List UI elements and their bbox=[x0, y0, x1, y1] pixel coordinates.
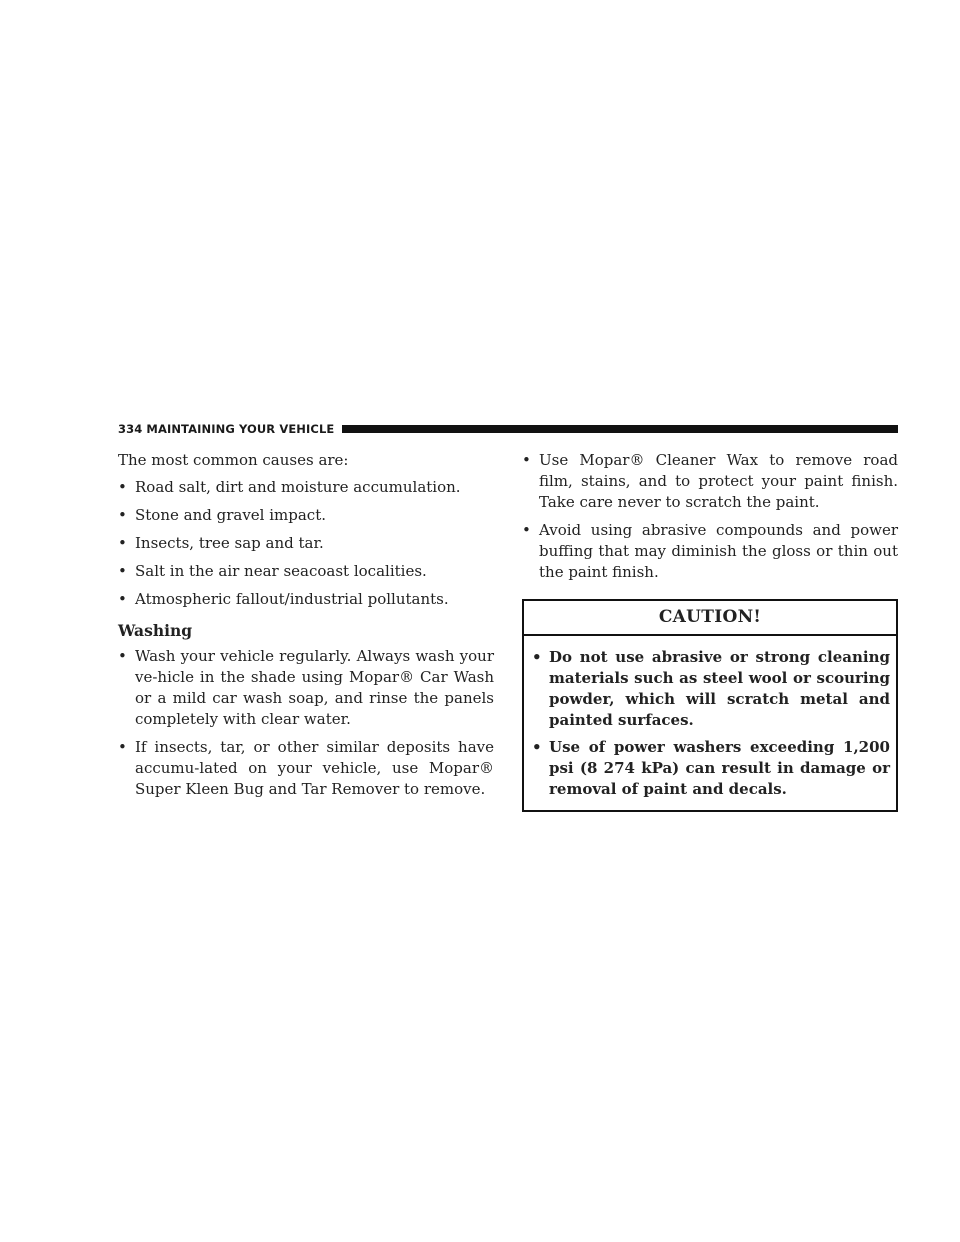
list-item-text: Do not use abrasive or strong cleaning materials such as steel wool or scouring powder, which will scratch metal and painted surfaces. bbox=[549, 648, 890, 729]
washing-list bbox=[118, 646, 494, 800]
bullet-icon: • bbox=[118, 738, 127, 756]
caution-title: CAUTION! bbox=[524, 601, 896, 636]
list-item bbox=[118, 505, 494, 526]
list-item-text: If insects, tar, or other similar deposits have accumu-lated on your vehicle, use Mopar® Super Kleen Bug and Tar Remover to remove. bbox=[135, 738, 494, 798]
right-column bbox=[522, 450, 898, 812]
bullet-icon: • bbox=[118, 562, 127, 580]
caution-list bbox=[532, 647, 890, 800]
page-header bbox=[118, 421, 898, 437]
bullet-icon: • bbox=[522, 451, 531, 469]
list-item-text: Road salt, dirt and moisture accumulation. bbox=[135, 478, 461, 496]
list-item bbox=[532, 647, 890, 731]
caution-body bbox=[524, 636, 896, 810]
list-item bbox=[118, 589, 494, 610]
bullet-icon: • bbox=[118, 647, 127, 665]
list-item bbox=[118, 737, 494, 800]
causes-intro: The most common causes are: bbox=[118, 451, 349, 469]
list-item bbox=[118, 533, 494, 554]
list-item-text: Wash your vehicle regularly. Always wash your ve-hicle in the shade using Mopar® Car Wash or a mild car wash soap, and rinse the panels completely with clear water. bbox=[135, 647, 494, 728]
care-list bbox=[522, 450, 898, 583]
list-item-text: Atmospheric fallout/industrial pollutants. bbox=[135, 590, 449, 608]
list-item-text: Use Mopar® Cleaner Wax to remove road film, stains, and to protect your paint finish. Take care never to scratch the paint. bbox=[539, 451, 898, 511]
page-number-title: 334 MAINTAINING YOUR VEHICLE bbox=[118, 422, 335, 436]
causes-list bbox=[118, 477, 494, 610]
bullet-icon: • bbox=[532, 738, 542, 756]
list-item-text: Stone and gravel impact. bbox=[135, 506, 327, 524]
list-item bbox=[118, 646, 494, 730]
list-item bbox=[522, 520, 898, 583]
list-item bbox=[118, 477, 494, 498]
bullet-icon: • bbox=[532, 648, 542, 666]
list-item-text: Use of power washers exceeding 1,200 psi (8 274 kPa) can result in damage or removal of paint and decals. bbox=[549, 738, 890, 798]
list-item bbox=[522, 450, 898, 513]
washing-heading: Washing bbox=[118, 621, 193, 640]
header-rule bbox=[342, 425, 898, 433]
bullet-icon: • bbox=[118, 534, 127, 552]
caution-box bbox=[522, 599, 898, 812]
bullet-icon: • bbox=[522, 521, 531, 539]
list-item bbox=[532, 737, 890, 800]
bullet-icon: • bbox=[118, 478, 127, 496]
list-item-text: Avoid using abrasive compounds and power buffing that may diminish the gloss or thin out the paint finish. bbox=[539, 521, 898, 581]
bullet-icon: • bbox=[118, 590, 127, 608]
list-item bbox=[118, 561, 494, 582]
bullet-icon: • bbox=[118, 506, 127, 524]
left-column bbox=[118, 450, 494, 807]
list-item-text: Salt in the air near seacoast localities. bbox=[135, 562, 427, 580]
list-item-text: Insects, tree sap and tar. bbox=[135, 534, 324, 552]
